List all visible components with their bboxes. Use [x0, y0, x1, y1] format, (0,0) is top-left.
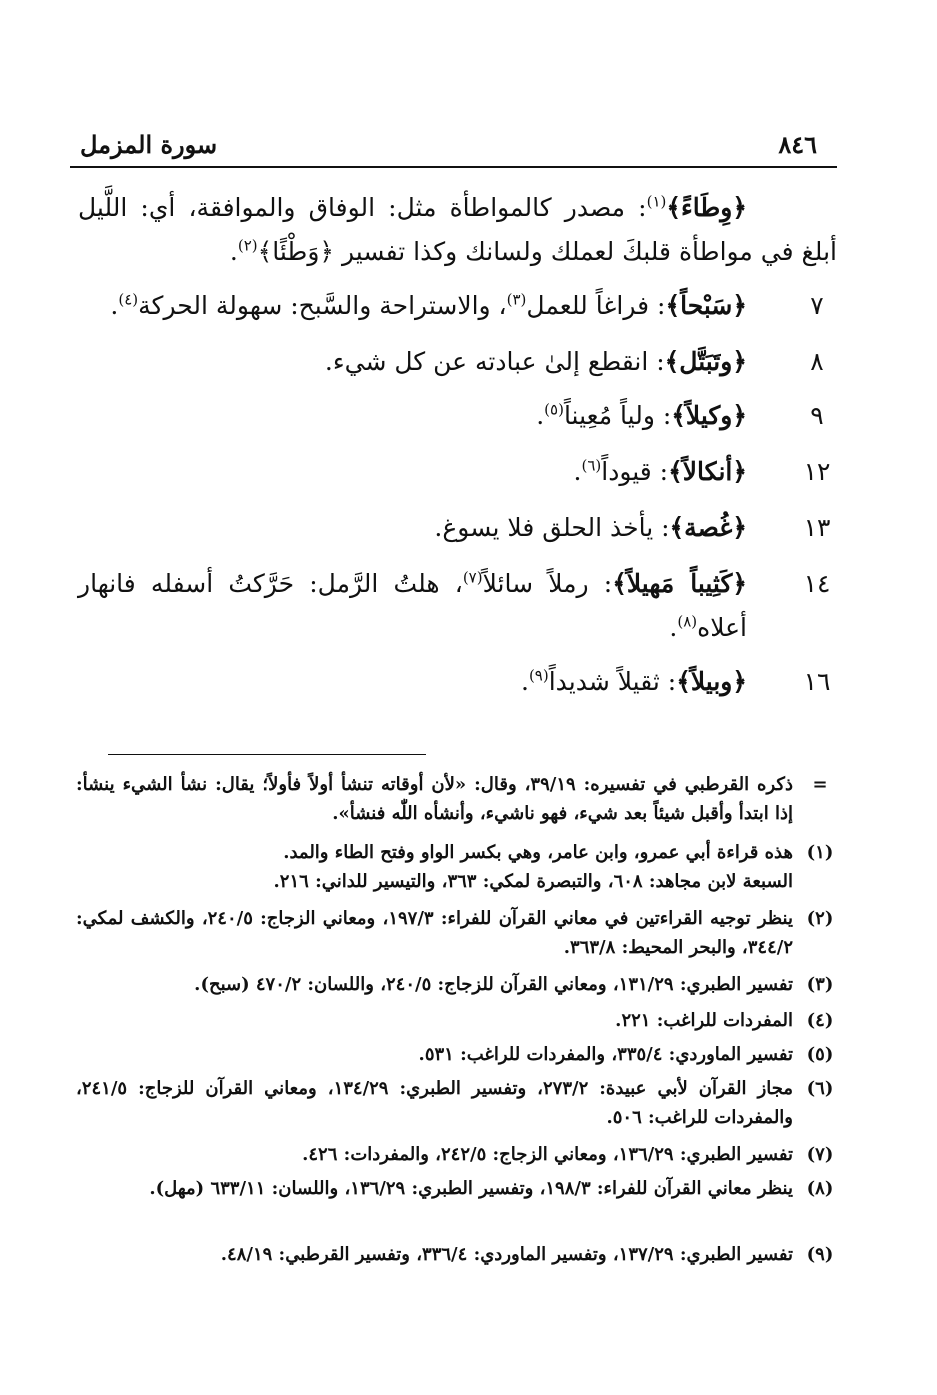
- entry-text: ﴿سَبْحاً﴾: فراغاً للعمل$^{(٣)}$، والاستراحة والسَّبح: سهولة الحركة$^{(٤)}$.: [110, 290, 747, 320]
- entry-text: ﴿أنكالاً﴾: قيوداً$^{(٦)}$.: [573, 456, 747, 486]
- glossary-entry: [78, 186, 837, 274]
- verse-number: ٧: [810, 291, 824, 320]
- footnote: [76, 770, 837, 828]
- entry-gloss: : رملاً سائلاً: [482, 569, 613, 598]
- footnote-ref: (٩): [528, 666, 549, 685]
- footnote-text: ينظر توجيه القراءتين في معاني القرآن للفراء: ١٩٧/٣، ومعاني الزجاج: ٢٤٠/٥، والكشف لمكي: ٣٤٤/٢، والبحر المحيط: ٣٦٣/٨.: [76, 908, 793, 958]
- footnote-text: تفسير الطبري: ١٣٧/٢٩، وتفسير الماوردي: ٣٣٦/٤، وتفسير القرطبي: ٤٨/١٩.: [220, 1244, 793, 1265]
- verse-number: ٩: [810, 401, 824, 430]
- entry-term: ﴿أنكالاً﴾: [668, 457, 747, 486]
- entry-term: ﴿وِطَاءً﴾: [666, 193, 747, 222]
- footnote-ref: (٥): [544, 400, 564, 419]
- entry-term: ﴿وتَبَتَّل﴾: [664, 347, 747, 376]
- footnote-ref: (١): [646, 192, 667, 211]
- glossary-entry: [78, 340, 837, 384]
- footnote: [76, 904, 837, 962]
- footnote-mark: (٢): [806, 908, 834, 929]
- footnote-mark: =: [812, 774, 828, 795]
- footnote-mark: (١): [806, 842, 834, 863]
- footnote-ref: (٦): [581, 456, 602, 475]
- footnote: [76, 1140, 837, 1169]
- footnote-text: تفسير الطبري: ١٣٦/٢٩، ومعاني الزجاج: ٢٤٢/٥، والمفردات: ٤٢٦.: [302, 1144, 793, 1165]
- verse-number: ١٦: [803, 667, 831, 696]
- glossary-entry: [78, 284, 837, 328]
- footnote-mark: (٨): [806, 1178, 834, 1199]
- glossary-entry: [78, 506, 837, 550]
- footnote: [76, 1240, 837, 1269]
- footnote: [76, 970, 837, 999]
- surah-title: سورة المزمل: [80, 130, 218, 159]
- footnote-mark: (٣): [806, 974, 834, 995]
- page-number: ٨٤٦: [778, 130, 817, 159]
- running-header: [80, 128, 817, 164]
- entry-text: [78, 340, 747, 384]
- footnote-ref: (٢): [237, 236, 258, 255]
- footnote-text: السبعة لابن مجاهد: ٦٠٨، والتبصرة لمكي: ٣٦٣، والتيسير للداني: ٢١٦.: [273, 871, 793, 892]
- entry-term: ﴿سَبْحاً﴾: [665, 291, 747, 320]
- footnote: [76, 1074, 837, 1132]
- footnote: [76, 1040, 837, 1069]
- entry-term: ﴿كَثِيباً مَهيلاً﴾: [612, 569, 748, 598]
- verse-number: ١٣: [803, 513, 831, 542]
- footnote-ref: (٧): [462, 568, 483, 587]
- footnote: [76, 1006, 837, 1035]
- footnote: [76, 838, 837, 896]
- glossary-entry: [78, 394, 837, 438]
- verse-number: ٨: [810, 347, 824, 376]
- entry-text: ﴿وكيلاً﴾: ولياً مُعِيناً$^{(٥)}$.: [536, 400, 747, 430]
- entry-text: [78, 506, 747, 550]
- footnote-text: هذه قراءة أبي عمرو، وابن عامر، وهي بكسر الواو وفتح الطاء والمد.: [283, 842, 793, 863]
- footnote-mark: (٧): [806, 1144, 834, 1165]
- entry-gloss: : ثقيلاً شديداً: [548, 667, 677, 696]
- footnote-separator: [108, 754, 426, 755]
- entry-term: ﴿وبيلاً﴾: [676, 667, 747, 696]
- entry-text: ﴿وبيلاً﴾: ثقيلاً شديداً$^{(٩)}$.: [520, 666, 747, 696]
- entry-gloss: : انقطع إلىٰ عبادته عن كل شيء.: [324, 347, 665, 376]
- header-rule: [70, 166, 837, 168]
- footnote-mark: (٤): [806, 1010, 834, 1031]
- footnote-mark: (٦): [806, 1078, 834, 1099]
- glossary-entry: [78, 660, 837, 704]
- footnote-text: ينظر معاني القرآن للفراء: ١٩٨/٣، وتفسير الطبري: ١٣٦/٢٩، واللسان: ٦٣٣/١١ (مهل).: [149, 1178, 793, 1199]
- footnote: [76, 1174, 837, 1203]
- glossary-entry: [78, 562, 837, 650]
- footnote-ref: (٤): [118, 290, 139, 309]
- entry-gloss: : ولياً مُعِيناً: [563, 401, 672, 430]
- footnote-mark: (٩): [806, 1244, 834, 1265]
- entry-text: ﴿كَثِيباً مَهيلاً﴾: رملاً سائلاً$^{(٧)}$، هلتُ الرَّمل: حَرَّكتُ أسفله فانهار أعلاه$^{(٨)}$.: [78, 568, 748, 642]
- entry-gloss: : مصدر كالمواطأة مثل: الوفاق والموافقة، أي: اللَّيل أبلغ في مواطأة قلبكَ لعملك ولسانك وكذا تفسير ﴿وَطْئًا﴾: [78, 193, 837, 266]
- entry-gloss: : قيوداً: [601, 457, 669, 486]
- footnote-text: تفسير الماوردي: ٣٣٥/٤، والمفردات للراغب: ٥٣١.: [418, 1044, 793, 1065]
- entry-text: ﴿وِطَاءً﴾$^{(١)}$: مصدر كالمواطأة مثل: الوفاق والموافقة، أي: اللَّيل أبلغ في مواطأة قلبكَ لعملك ولسانك وكذا تفسير ﴿وَطْئًا﴾$^{(٢)}$.: [78, 192, 837, 266]
- glossary-entry: [78, 450, 837, 494]
- entry-term: ﴿غُصة﴾: [669, 513, 747, 542]
- footnote-text: تفسير الطبري: ١٣١/٢٩، ومعاني القرآن للزجاج: ٢٤٠/٥، واللسان: ٤٧٠/٢ (سبح).: [194, 974, 793, 995]
- footnote-text: المفردات للراغب: ٢٢١.: [615, 1010, 793, 1031]
- verse-number: ١٤: [803, 569, 831, 598]
- footnote-mark: (٥): [806, 1044, 834, 1065]
- entry-gloss: : فراغاً للعمل: [526, 291, 666, 320]
- footnote-ref: (٣): [506, 290, 527, 309]
- footnote-text: ذكره القرطبي في تفسيره: ٣٩/١٩، وقال: «لأن أوقاته تنشأ أولاً فأولاً؛ يقال: نشأ الشيء ينشأ: إذا ابتدأ وأقبل شيئاً بعد شيء، فهو ناشيء، وأنشأه اللّٰه فنشأ».: [76, 774, 793, 824]
- footnote-text: مجاز القرآن لأبي عبيدة: ٢٧٣/٢، وتفسير الطبري: ١٣٤/٢٩، ومعاني القرآن للزجاج: ٢٤١/٥، والمفردات للراغب: ٥٠٦.: [76, 1078, 794, 1128]
- verse-number: ١٢: [803, 457, 831, 486]
- footnote-ref: (٨): [677, 612, 698, 631]
- entry-gloss: : يأخذ الحلق فلا يسوغ.: [434, 513, 670, 542]
- entry-term: ﴿وكيلاً﴾: [671, 401, 747, 430]
